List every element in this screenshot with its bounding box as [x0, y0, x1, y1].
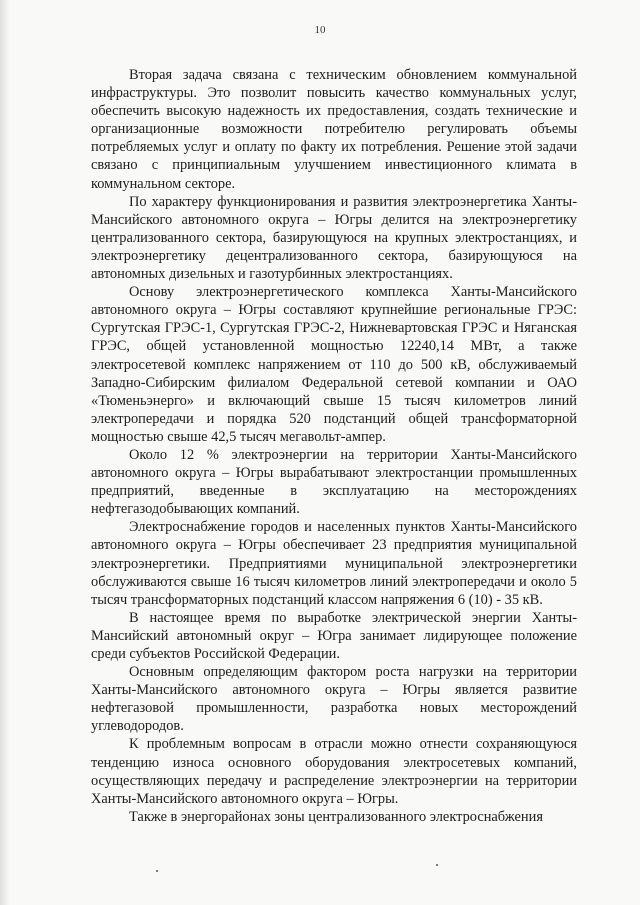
paragraph-industrial-generation: Около 12 % электроэнергии на территории Ханты-Мансийского автономного округа – Югры вырабатывают электростанции промышленных предприятий, введенные в эксплуатацию на месторождениях нефтегазодобывающих компаний.: [91, 446, 577, 518]
paragraph-load-growth: Основным определяющим фактором роста нагрузки на территории Ханты-Мансийского автономного округа – Югры является развитие нефтегазовой промышленности, разработка новых месторождений углеводородов.: [91, 664, 577, 735]
scan-speck: [436, 864, 438, 866]
document-body: [91, 66, 577, 826]
paragraph-problems: К проблемным вопросам в отрасли можно отнести сохраняющуюся тенденцию износа основного оборудования электросетевых компаний, осуществляющих передачу и распределение электроэнергии на территории Ханты-Мансийского автономного округа – Югры.: [91, 736, 577, 807]
paragraph-energy-sectors: По характеру функционирования и развития электроэнергетика Ханты-Мансийского автономного округа – Югры делится на электроэнергетику централизованного сектора, базирующуюся на крупных электростанциях, и электроэнергетику децентрализованного сектора, базирующуюся на автономных дизельных и газотурбинных электростанциях.: [91, 193, 577, 283]
page-number: 10: [314, 24, 326, 36]
scan-edge-shadow: [0, 0, 10, 905]
paragraph-power-plants: Основу электроэнергетического комплекса Ханты-Мансийского автономного округа – Югры составляют крупнейшие региональные ГРЭС: Сургутская ГРЭС-1, Сургутская ГРЭС-2, Нижневартовская ГРЭС и Няганская ГРЭС, общей установленной мощностью 12240,14 МВт, а также электросетевой комплекс напряжением от 110 до 500 кВ, обслуживаемый Западно-Сибирским филиалом Федеральной сетевой компании и ОАО «Тюменьэнерго» и включающий свыше 15 тысяч километров линий электропередачи и порядка 520 подстанций общей трансформаторной мощностью свыше 42,5 тысяч мегавольт-ампер.: [91, 284, 577, 445]
paragraph-utilities-renewal: Вторая задача связана с техническим обновлением коммунальной инфраструктуры. Это позволит повысить качество коммунальных услуг, обеспечить высокую надежность их предоставления, создать технические и организационные возможности потребителю регулировать объемы потребляемых услуг и оплату по факту их потребления. Решение этой задачи связано с принципиальным улучшением инвестиционного климата в коммунальном секторе.: [91, 67, 577, 192]
paragraph-leading-position: В настоящее время по выработке электрической энергии Ханты-Мансийский автономный округ – Югра занимает лидирующее положение среди субъектов Российской Федерации.: [91, 609, 577, 662]
paragraph-municipal-supply: Электроснабжение городов и населенных пунктов Ханты-Мансийского автономного округа – Югры обеспечивает 23 предприятия муниципальной электроэнергетики. Предприятиями муниципальной электроэнергетики обслуживаются свыше 16 тысяч километров линий электропередачи и около 5 тысяч трансформаторных подстанций классом напряжения 6 (10) - 35 кВ.: [91, 519, 577, 608]
paragraph-continuation: Также в энергорайонах зоны централизованного электроснабжения: [129, 808, 543, 825]
scan-speck: [156, 870, 158, 872]
